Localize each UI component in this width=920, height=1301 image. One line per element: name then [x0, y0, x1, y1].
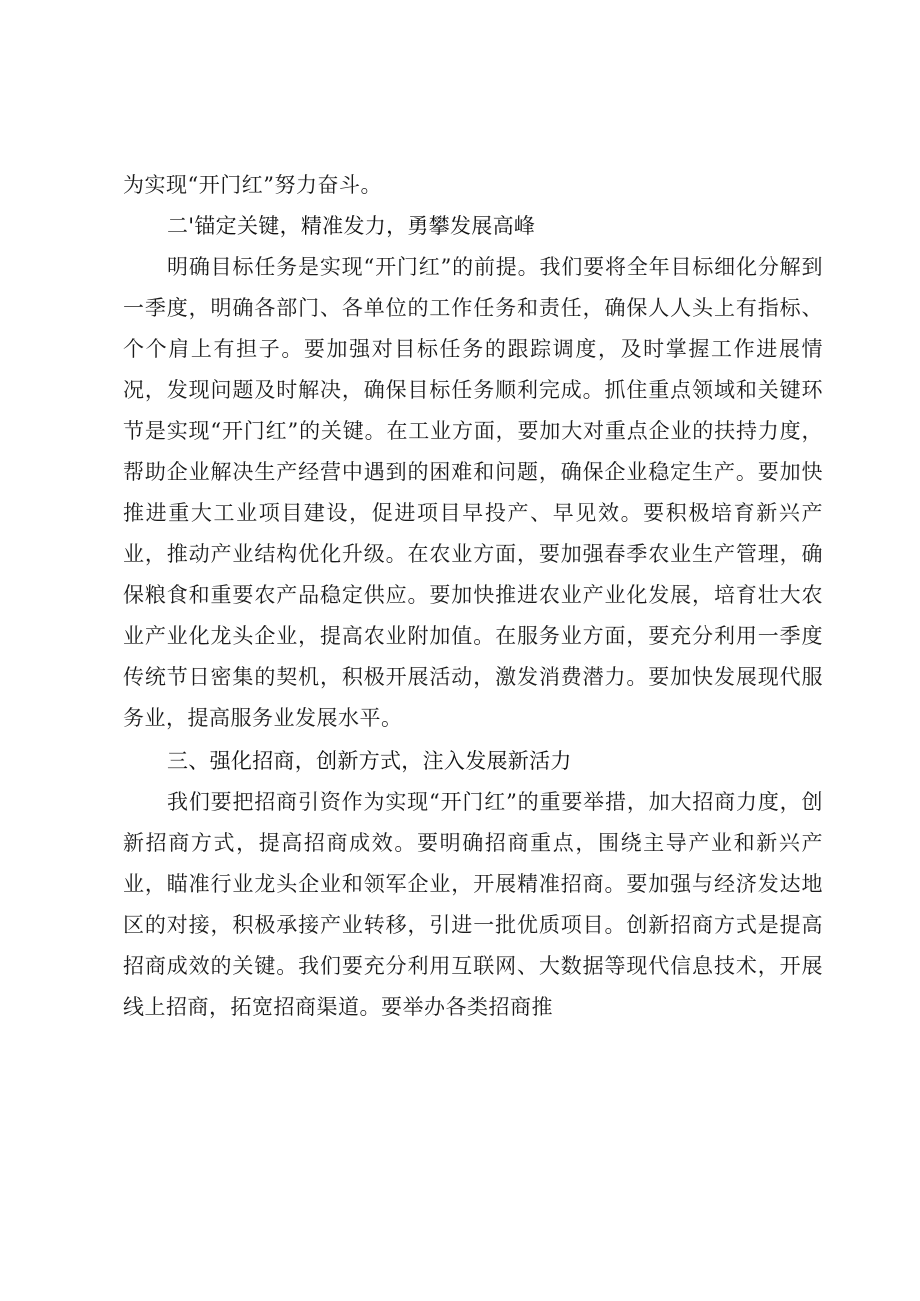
section-2-paragraph: 明确目标任务是实现“开门红”的前提。我们要将全年目标细化分解到一季度，明确各部门、各单位的工作任务和责任，确保人人头上有指标、个个肩上有担子。要加强对目标任务的跟踪调度，及时掌握工作进展情况，发现问题及时解决，确保目标任务顺利完成。抓住重点领域和关键环节是实现“开门红”的关键。在工业方面，要加大对重点企业的扶持力度，帮助企业解决生产经营中遇到的困难和问题，确保企业稳定生产。要加快推进重大工业项目建设，促进项目早投产、早见效。要积极培育新兴产业，推动产业结构优化升级。在农业方面，要加强春季农业生产管理，确保粮食和重要农产品稳定供应。要加快推进农业产业化发展，培育壮大农业产业化龙头企业，提高农业附加值。在服务业方面，要充分利用一季度传统节日密集的契机，积极开展活动，激发消费潜力。要加快发展现代服务业，提高服务业发展水平。 — [123, 255, 823, 730]
document-body — [123, 165, 823, 1028]
continuation-paragraph: 为实现“开门红”努力奋斗。 — [123, 173, 382, 197]
section-heading-2: 二'锚定关键，精准发力，勇攀发展高峰 — [167, 214, 536, 238]
section-heading-3: 三、强化招商，创新方式，注入发展新活力 — [167, 749, 572, 773]
section-3-paragraph: 我们要把招商引资作为实现“开门红”的重要举措，加大招商力度，创新招商方式，提高招商成效。要明确招商重点，围绕主导产业和新兴产业，瞄准行业龙头企业和领军企业，开展精准招商。要加强与经济发达地区的对接，积极承接产业转移，引进一批优质项目。创新招商方式是提高招商成效的关键。我们要充分利用互联网、大数据等现代信息技术，开展线上招商，拓宽招商渠道。要举办各类招商推 — [123, 790, 823, 1019]
